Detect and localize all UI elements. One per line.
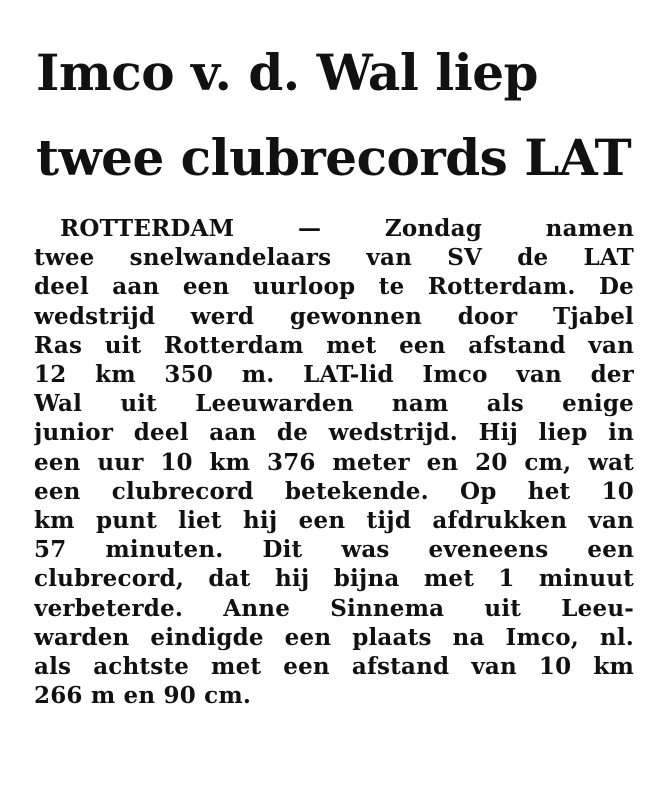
body-line-10: een clubrecord betekende. Op het 10 bbox=[34, 477, 634, 505]
article-body bbox=[34, 214, 634, 710]
body-line-3: deel aan een uurloop te Rotterdam. De bbox=[34, 273, 634, 301]
body-line-17: 266 m en 90 cm. bbox=[34, 682, 252, 710]
headline-line-1: Imco v. d. Wal liep bbox=[36, 43, 538, 102]
body-line-16: als achtste met een afstand van 10 km bbox=[34, 653, 634, 681]
body-line-9: een uur 10 km 376 meter en 20 cm, wat bbox=[34, 448, 634, 476]
body-line-14: verbeterde. Anne Sinnema uit Leeu- bbox=[34, 594, 634, 622]
body-line-8: junior deel aan de wedstrijd. Hij liep in bbox=[34, 419, 634, 447]
body-line-7: Wal uit Leeuwarden nam als enige bbox=[34, 390, 634, 418]
body-line-5: Ras uit Rotterdam met een afstand van bbox=[34, 331, 634, 359]
body-line-12: 57 minuten. Dit was eveneens een bbox=[34, 536, 634, 564]
body-line-11: km punt liet hij een tijd afdrukken van bbox=[34, 507, 634, 535]
body-line-1: ROTTERDAM — Zondag namen bbox=[60, 215, 634, 242]
body-line-15: warden eindigde een plaats na Imco, nl. bbox=[34, 623, 634, 651]
body-line-6: 12 km 350 m. LAT-lid Imco van der bbox=[34, 361, 634, 389]
body-line-2: twee snelwandelaars van SV de LAT bbox=[34, 244, 634, 272]
body-line-4: wedstrijd werd gewonnen door Tjabel bbox=[34, 302, 634, 330]
body-line-13: clubrecord, dat hij bijna met 1 minuut bbox=[34, 565, 634, 593]
headline-line-2: twee clubrecords LAT bbox=[36, 128, 632, 187]
